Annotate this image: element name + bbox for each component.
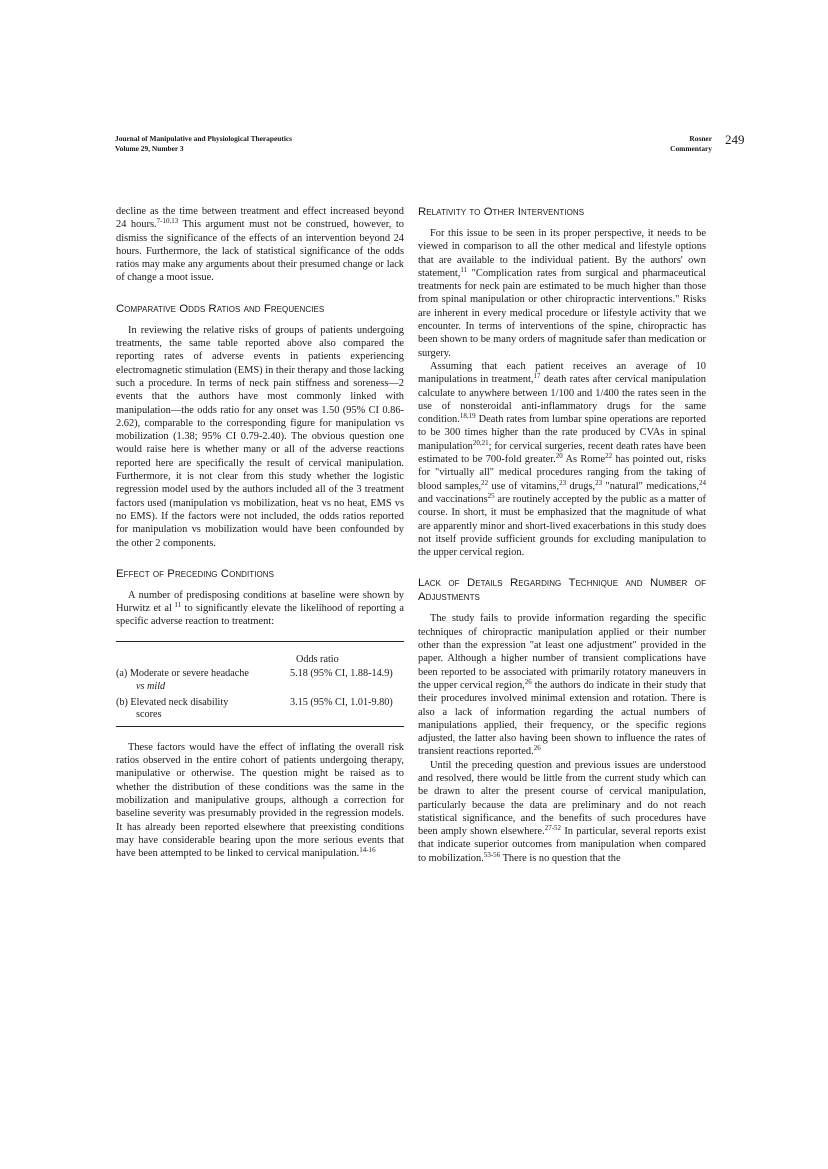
table-header: Odds ratio [296,653,339,665]
paragraph: The study fails to provide information regarding the specific techniques of chiropractic manipulation applied or their number other than the expression "at least one adjustment" provided in the paper. Although a higher number of transient complications have been reported to be associated with primarily rotatory maneuvers in the upper cervical region,$^{26}$ the authors do indicate in their study that their procedures involved minimal extension and rotation. There is also a lack of information regarding the actual numbers of manipulations applied, their frequency, or the specific regions adjusted, the latter also having been shown to influence the rates of transient reactions reported.$^{26}$ [418,613,707,758]
running-header-journal [115,134,292,153]
section-heading: Lack of Details Regarding Technique and Number of Adjustments [418,577,706,604]
table-row: vs mild [136,680,166,692]
paragraph: For this issue to be seen in its proper perspective, it needs to be viewed in comparison to all the other medical and lifestyle options that are available to the individual patient. By the authors' own statement,$^{11}$ "Complication rates from surgical and pharmaceutical treatments for neck pain are estimated to be much higher than those from spinal manipulation or other chiropractic interventions." Risks are inherent in every medical procedure or lifestyle activity that we encounter. In terms of interventions of the spine, chiropractic has been shown to be many orders of magnitude safer than medication or surgery. [418,228,706,359]
odds-ratio-table [116,641,404,741]
page-number: 249 [725,132,745,147]
paragraph: A number of predisposing conditions at baseline were shown by Hurwitz et al $^{11}$ to significantly elevate the likelihood of reporting a specific adverse reaction to treatment: [116,589,404,628]
table-row: scores [136,709,162,721]
header-section: Commentary [670,143,712,153]
section-heading: Relativity to Other Interventions [418,206,585,218]
paragraph: Assuming that each patient receives an average of 10 manipulations in treatment,$^{17}$ death rates after cervical manipulation calculate to anywhere between 1/100 and 1/400 the rates seen in the use of nonsteroidal anti-inflammatory drugs for the same condition.$^{18,19}$ Death rates from lumbar spine operations are reported to be 300 times higher than the rate produced by CVAs in spinal manipulation$^{20,21}$; for cervical surgeries, recent death rates have been estimated to be 700-fold greater.$^{20}$ As Rome$^{22}$ has pointed out, risks for "virtually all" medical procedures ranging from the taking of blood samples,$^{22}$ use of vitamins,$^{23}$ drugs,$^{23}$ "natural" medications,$^{24}$ and vaccinations$^{25}$ are routinely accepted by the public as a matter of course. In short, it must be emphasized that the magnitude of what are apparently minor and short-lived exacerbations in this study does not itself provide sufficient grounds for excluding manipulation to the upper cervical region. [418,360,707,559]
table-row: (a) Moderate or severe headache 5.18 (95% CI, 1.88-14.9) [116,668,393,680]
table-row: (b) Elevated neck disability 3.15 (95% CI, 1.01-9.80) [116,696,393,708]
paragraph: These factors would have the effect of inflating the overall risk ratios observed in the entire cohort of patients undergoing therapy, manipulative or otherwise. The question might be raised as to whether the distribution of these conditions was the same in the mobilization and manipulative groups, although a correction for baseline severity was presumably provided in the regression models. It has already been reported elsewhere that preexisting conditions may have considerable bearing upon the more serious events that have been attempted to be linked to cervical manipulation.$^{14-16}$ [116,741,404,860]
header-author: Rosner [689,134,712,143]
left-column [116,205,404,860]
journal-volume: Volume 29, Number 3 [115,143,184,153]
journal-title: Journal of Manipulative and Physiological Therapeutics [115,134,293,143]
running-header-author [660,134,712,153]
paragraph: Until the preceding question and previous issues are understood and resolved, there would be little from the current study which can be drawn to alter the present course of cervical manipulation, particularly because the data are preliminary and do not reach statistical significance, and the benefits of such procedures have been amply shown elsewhere.$^{27-52}$ In particular, several reports exist that indicate superior outcomes from manipulation when compared to mobilization.$^{53-56}$ There is no question that the [418,759,706,864]
paragraph: decline as the time between treatment and effect increased beyond 24 hours.$^{7-10,13}$ This argument must not be construed, however, to dismiss the significance of the effects of an intervention beyond 24 hours. Furthermore, the lack of statistical significance of the odds ratios may make any arguments about their presumed change or lack of change a moot issue. [116,206,404,284]
section-heading: Effect of Preceding Conditions [116,567,274,580]
right-column [418,205,706,865]
paragraph: In reviewing the relative risks of groups of patients undergoing treatments, the same table reported above also compared the reporting rates of adverse events in patients experiencing electromagnetic stimulation (EMS) in their therapy and those lacking such a procedure. In terms of neck pain stiffness and soreness—2 events that the authors have most commonly linked with manipulation—the odds ratio for any onset was 1.50 (95% CI 0.86-2.62), comparable to the corresponding figure for manipulation vs mobilization (1.38; 95% CI 0.79-2.40). The obvious question one would raise here is whether many or all of the adverse reactions reported here are specifically the result of cervical manipulation. Furthermore, it is not clear from this study whether the logistic regression model used by the authors included all of the 3 treatment factors used (manipulation vs mobilization, heat vs no heat, EMS vs no EMS). If the factors were not included, the odds ratios reported for manipulation vs mobilization would have been confounded by the other 2 components. [116,324,404,549]
section-heading: Comparative Odds Ratios and Frequencies [116,302,325,315]
